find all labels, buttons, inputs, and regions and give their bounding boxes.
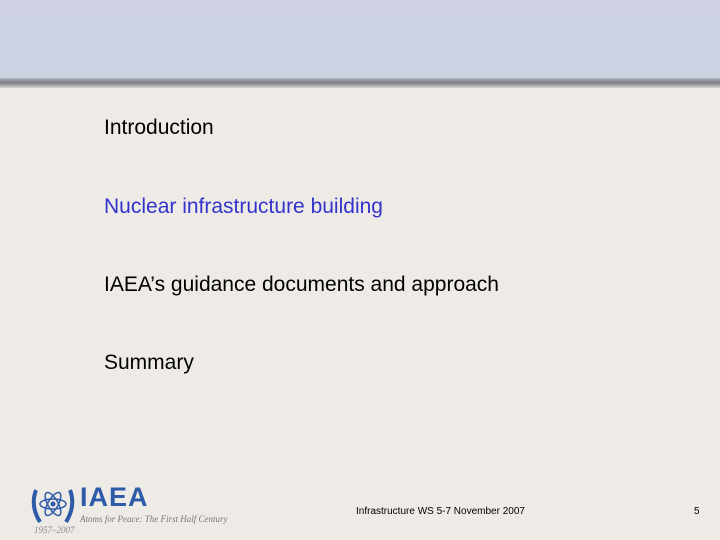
iaea-logo (28, 480, 228, 536)
header-divider (0, 78, 720, 88)
logo-name: IAEA (80, 482, 149, 512)
header-band (0, 0, 720, 78)
logo-tagline: Atoms for Peace: The First Half Century (80, 514, 228, 524)
un-emblem-icon (28, 482, 78, 528)
agenda-item-introduction: Introduction (104, 116, 214, 139)
agenda-item-nuclear-infrastructure: Nuclear infrastructure building (104, 195, 383, 218)
agenda-item-summary: Summary (104, 351, 194, 374)
logo-years: 1957–2007 (34, 525, 75, 535)
page-number: 5 (694, 506, 700, 517)
agenda-item-guidance: IAEA’s guidance documents and approach (104, 273, 499, 296)
footer-text: Infrastructure WS 5-7 November 2007 (356, 506, 525, 517)
